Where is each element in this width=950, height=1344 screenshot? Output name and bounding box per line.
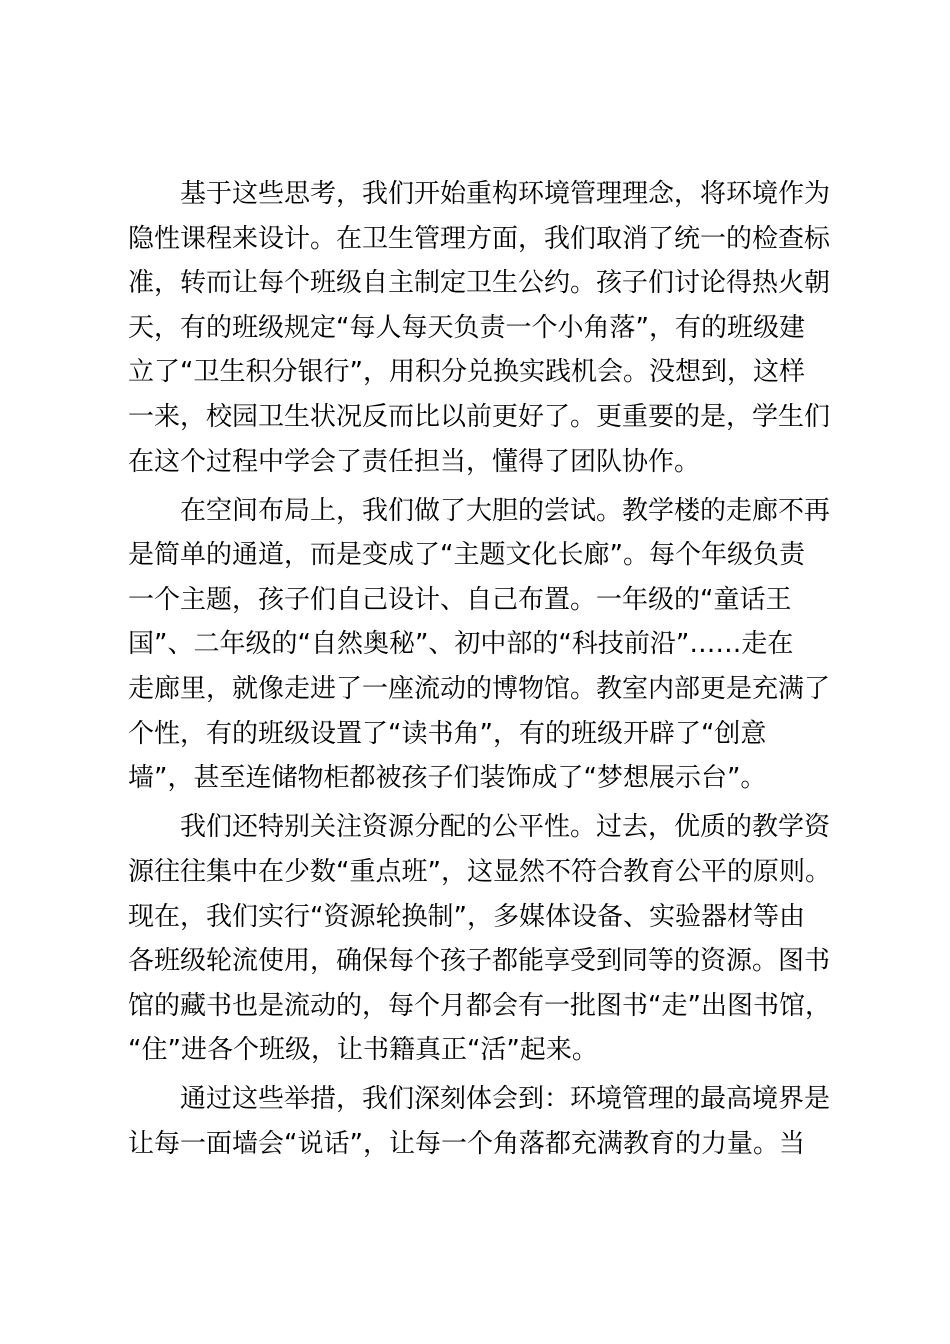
text-line: 通过这些举措，我们深刻体会到：环境管理的最高境界是: [180, 1084, 831, 1115]
text-line: 是简单的通道，而是变成了“主题文化长廊”。每个年级负责: [128, 540, 805, 571]
text-line: 各班级轮流使用，确保每个孩子都能享受到同等的资源。图书: [128, 946, 831, 977]
paragraph-2: [128, 489, 838, 801]
text-line: 国”、二年级的“自然奥秘”、初中部的“科技前沿”……走在: [128, 629, 794, 660]
text-line: 一个主题，孩子们自己设计、自己布置。一年级的“童话王: [128, 584, 792, 615]
paragraph-3: [128, 805, 838, 1073]
text-line: 基于这些思考，我们开始重构环境管理理念，将环境作为: [180, 179, 831, 209]
text-line: 现在，我们实行“资源轮换制”，多媒体设备、实验器材等由: [128, 901, 805, 932]
text-line: 一来，校园卫生状况反而比以前更好了。更重要的是，学生们: [128, 401, 831, 432]
text-line: 走廊里，就像走进了一座流动的博物馆。教室内部更是充满了: [128, 674, 831, 705]
text-line: 天，有的班级规定“每人每天负责一个小角落”，有的班级建: [128, 312, 805, 343]
text-line: 在这个过程中学会了责任担当，懂得了团队协作。: [128, 446, 701, 477]
text-line: 让每一面墙会“说话”，让每一个角落都充满教育的力量。当: [128, 1128, 805, 1159]
paragraph-4: [128, 1077, 838, 1166]
text-line: 立了“卫生积分银行”，用积分兑换实践机会。没想到，这样: [128, 357, 805, 388]
text-line: 馆的藏书也是流动的，每个月都会有一批图书“走”出图书馆，: [128, 990, 831, 1021]
document-body: [128, 172, 838, 1167]
text-line: “住”进各个班级，让书籍真正“活”起来。: [128, 1035, 598, 1066]
text-line: 个性，有的班级设置了“读书角”，有的班级开辟了“创意: [128, 718, 767, 749]
paragraph-1: [128, 172, 838, 484]
text-line: 隐性课程来设计。在卫生管理方面，我们取消了统一的检查标: [128, 223, 831, 254]
text-line: 准，转而让每个班级自主制定卫生公约。孩子们讨论得热火朝: [128, 268, 831, 299]
text-line: 在空间布局上，我们做了大胆的尝试。教学楼的走廊不再: [180, 495, 831, 526]
text-line: 我们还特别关注资源分配的公平性。过去，优质的教学资: [180, 812, 831, 843]
text-line: 源往往集中在少数“重点班”，这显然不符合教育公平的原则。: [128, 856, 831, 887]
text-line: 墙”，甚至连储物柜都被孩子们装饰成了“梦想展示台”。: [128, 763, 767, 794]
